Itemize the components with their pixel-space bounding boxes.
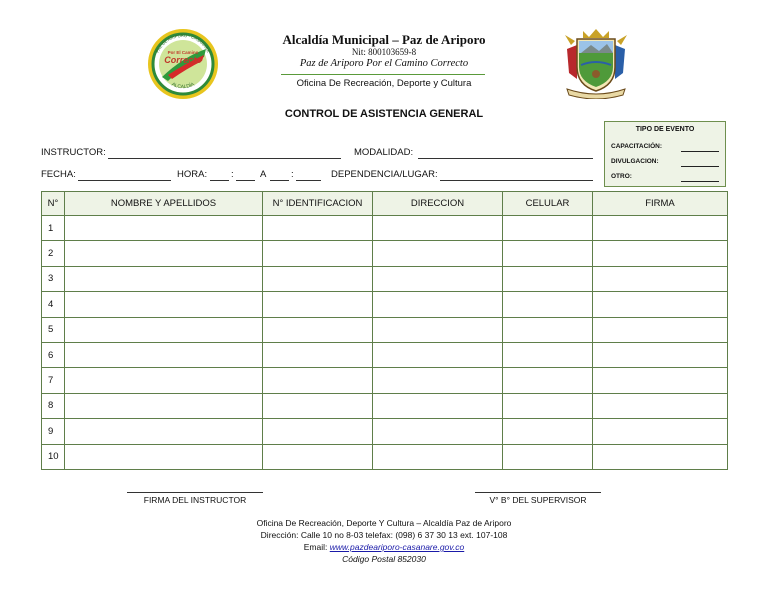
event-otro-field[interactable] [681, 181, 719, 182]
id-cell[interactable] [263, 368, 373, 393]
instructor-field[interactable] [108, 158, 341, 159]
phone-cell[interactable] [503, 393, 593, 418]
column-header: N° IDENTIFICACION [263, 192, 373, 216]
id-cell[interactable] [263, 444, 373, 469]
table-row [42, 241, 728, 266]
row-number: 6 [42, 342, 65, 367]
event-option-otro: OTRO: [611, 173, 632, 180]
id-cell[interactable] [263, 292, 373, 317]
modalidad-label: MODALIDAD: [354, 147, 414, 158]
footer-email-label: Email: [303, 542, 328, 552]
table-row [42, 368, 728, 393]
event-type-box [604, 121, 726, 187]
name-cell[interactable] [65, 292, 263, 317]
signature-cell[interactable] [593, 342, 728, 367]
address-cell[interactable] [373, 444, 503, 469]
name-cell[interactable] [65, 368, 263, 393]
name-cell[interactable] [65, 241, 263, 266]
hora-label: HORA: [177, 169, 208, 180]
fecha-label: FECHA: [41, 169, 76, 180]
row-number: 7 [42, 368, 65, 393]
name-cell[interactable] [65, 444, 263, 469]
signature-cell[interactable] [593, 216, 728, 241]
document-title: CONTROL DE ASISTENCIA GENERAL [284, 108, 484, 120]
instructor-signature-line[interactable] [127, 492, 263, 493]
dependencia-field[interactable] [440, 180, 593, 181]
instructor-label: INSTRUCTOR: [41, 147, 106, 158]
header-nit: Nit: 800103659-8 [351, 47, 417, 57]
event-option-divulgacion: DIVULGACION: [611, 158, 659, 165]
address-cell[interactable] [373, 216, 503, 241]
hora-start-mm-field[interactable] [236, 180, 255, 181]
name-cell[interactable] [65, 317, 263, 342]
svg-text:ALCALDÍA: ALCALDÍA [170, 81, 196, 91]
signature-cell[interactable] [593, 419, 728, 444]
svg-text:Por El Camino: Por El Camino [167, 50, 199, 55]
id-cell[interactable] [263, 266, 373, 291]
footer-postal: Código Postal 852030 [342, 554, 426, 564]
signature-cell[interactable] [593, 368, 728, 393]
table-row [42, 342, 728, 367]
row-number: 10 [42, 444, 65, 469]
supervisor-signature-label: V° B° DEL SUPERVISOR [489, 495, 587, 505]
row-number: 9 [42, 419, 65, 444]
address-cell[interactable] [373, 419, 503, 444]
header-title: Alcaldía Municipal – Paz de Ariporo [282, 32, 486, 47]
column-header: FIRMA [593, 192, 728, 216]
signature-cell[interactable] [593, 444, 728, 469]
id-cell[interactable] [263, 393, 373, 418]
id-cell[interactable] [263, 419, 373, 444]
id-cell[interactable] [263, 216, 373, 241]
hora-end-colon: : [291, 169, 294, 180]
address-cell[interactable] [373, 317, 503, 342]
signature-cell[interactable] [593, 317, 728, 342]
column-header: DIRECCION [373, 192, 503, 216]
signature-cell[interactable] [593, 292, 728, 317]
id-cell[interactable] [263, 342, 373, 367]
table-row [42, 292, 728, 317]
footer-office: Oficina De Recreación, Deporte Y Cultura – Alcaldía Paz de Ariporo [256, 518, 512, 528]
row-number: 5 [42, 317, 65, 342]
supervisor-signature-line[interactable] [475, 492, 601, 493]
name-cell[interactable] [65, 216, 263, 241]
svg-text:PAZ DE ARIPORO - CASANARE: PAZ DE ARIPORO - CASANARE [154, 32, 212, 54]
name-cell[interactable] [65, 266, 263, 291]
phone-cell[interactable] [503, 266, 593, 291]
id-cell[interactable] [263, 241, 373, 266]
address-cell[interactable] [373, 292, 503, 317]
phone-cell[interactable] [503, 292, 593, 317]
id-cell[interactable] [263, 317, 373, 342]
table-row [42, 317, 728, 342]
coat-of-arms-icon [563, 27, 629, 99]
name-cell[interactable] [65, 342, 263, 367]
row-number: 4 [42, 292, 65, 317]
name-cell[interactable] [65, 393, 263, 418]
phone-cell[interactable] [503, 241, 593, 266]
table-row [42, 266, 728, 291]
svg-text:Correcto: Correcto [164, 55, 202, 65]
phone-cell[interactable] [503, 342, 593, 367]
address-cell[interactable] [373, 266, 503, 291]
instructor-signature-label: FIRMA DEL INSTRUCTOR [143, 495, 247, 505]
name-cell[interactable] [65, 419, 263, 444]
table-row [42, 216, 728, 241]
hora-colon: : [231, 169, 234, 180]
address-cell[interactable] [373, 342, 503, 367]
event-type-title: TIPO DE EVENTO [635, 126, 695, 133]
column-header: NOMBRE Y APELLIDOS [65, 192, 263, 216]
footer-email-link[interactable]: www.pazdeariporo-casanare.gov.co [329, 542, 465, 552]
signature-cell[interactable] [593, 241, 728, 266]
header-slogan: Paz de Ariporo Por el Camino Correcto [299, 58, 469, 69]
hora-end-hh-field[interactable] [270, 180, 289, 181]
address-cell[interactable] [373, 393, 503, 418]
phone-cell[interactable] [503, 444, 593, 469]
table-row [42, 444, 728, 469]
fecha-field[interactable] [78, 180, 171, 181]
phone-cell[interactable] [503, 216, 593, 241]
phone-cell[interactable] [503, 368, 593, 393]
footer-address: Dirección: Calle 10 no 8-03 telefax: (098) 6 37 30 13 ext. 107-108 [260, 530, 508, 540]
hora-a-label: A [260, 169, 267, 180]
event-capacitacion-field[interactable] [681, 151, 719, 152]
signature-cell[interactable] [593, 266, 728, 291]
phone-cell[interactable] [503, 317, 593, 342]
address-cell[interactable] [373, 241, 503, 266]
modalidad-field[interactable] [418, 158, 593, 159]
event-option-capacitacion: CAPACITACIÓN: [611, 143, 663, 150]
column-header: CELULAR [503, 192, 593, 216]
row-number: 8 [42, 393, 65, 418]
table-row [42, 393, 728, 418]
event-divulgacion-field[interactable] [681, 166, 719, 167]
row-number: 3 [42, 266, 65, 291]
attendance-table [41, 191, 728, 470]
table-row [42, 419, 728, 444]
dependencia-label: DEPENDENCIA/LUGAR: [331, 169, 438, 180]
row-number: 1 [42, 216, 65, 241]
header-office: Oficina De Recreación, Deporte y Cultura [296, 78, 472, 89]
phone-cell[interactable] [503, 419, 593, 444]
hora-end-mm-field[interactable] [296, 180, 321, 181]
column-header: N° [42, 192, 65, 216]
row-number: 2 [42, 241, 65, 266]
header-divider [281, 74, 485, 75]
footer-email-line [0, 542, 768, 552]
table-header-row [42, 192, 728, 216]
address-cell[interactable] [373, 368, 503, 393]
hora-start-hh-field[interactable] [210, 180, 229, 181]
signature-cell[interactable] [593, 393, 728, 418]
